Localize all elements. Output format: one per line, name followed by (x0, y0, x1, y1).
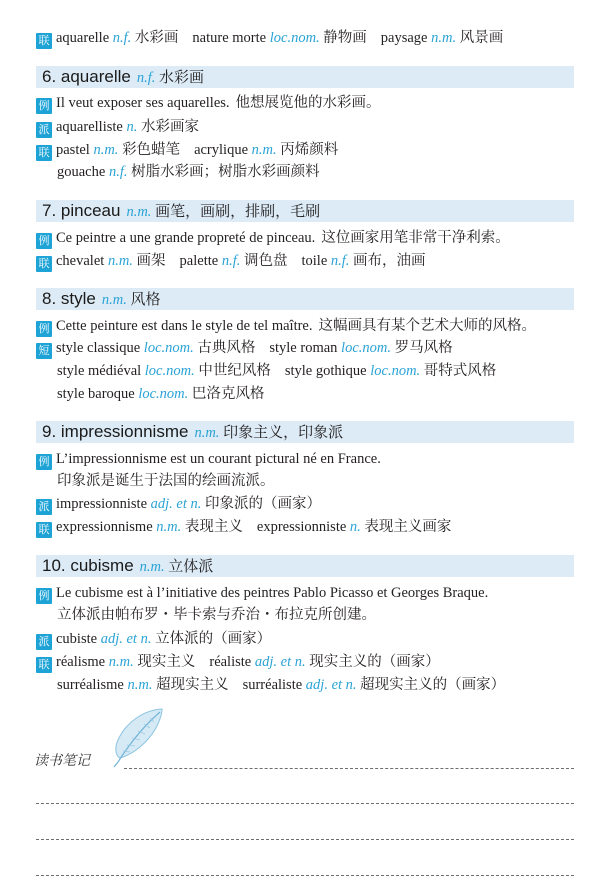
part-of-speech: n.m. (107, 253, 133, 269)
part-of-speech: loc.nom. (269, 30, 320, 46)
translation: 立体派的（画家） (155, 631, 272, 647)
example-line (36, 316, 536, 336)
note-line[interactable] (36, 803, 574, 804)
tag-related: 联 (36, 657, 52, 673)
translation: 画笔，画刷，排刷，毛刷 (155, 204, 321, 220)
phrase-line (57, 361, 496, 381)
entry-heading (36, 200, 574, 222)
translation: 风景画 (459, 30, 504, 46)
related-words-line (36, 140, 338, 160)
word: expressionniste (256, 519, 347, 535)
tag-example: 例 (36, 321, 52, 337)
related-words-line (36, 251, 426, 271)
translation: 画布，油画 (353, 253, 426, 269)
part-of-speech: loc.nom. (370, 363, 421, 379)
related-words-line (36, 28, 503, 48)
word: surréalisme (57, 677, 124, 693)
example-chinese: 立体派由帕布罗・毕卡索与乔治・布拉克所创建。 (57, 607, 376, 623)
part-of-speech: loc.nom. (138, 386, 189, 402)
example-line (36, 583, 488, 603)
tag-derived: 派 (36, 634, 52, 650)
example-chinese: 印象派是诞生于法国的绘画流派。 (57, 473, 275, 489)
part-of-speech: n.m. (108, 654, 134, 670)
translation: 现实主义 (137, 654, 196, 670)
part-of-speech: n.m. (156, 519, 182, 535)
translation: 超现实主义 (156, 677, 229, 693)
word: paysage (380, 30, 428, 46)
word: réaliste (209, 654, 252, 670)
word: réalisme (56, 654, 106, 670)
example-french: L’impressionnisme est un courant pictural né en France. (56, 451, 381, 467)
translation: 立体派 (168, 559, 214, 575)
phrase-line (57, 384, 264, 404)
word: style baroque (57, 386, 135, 402)
example-line (36, 449, 381, 469)
tag-example: 例 (36, 233, 52, 249)
tag-derived: 派 (36, 122, 52, 138)
part-of-speech: loc.nom. (341, 340, 391, 356)
example-line (36, 228, 510, 248)
word: style gothique (284, 363, 367, 379)
example-chinese: 这位画家用笔非常干净利索。 (321, 230, 510, 246)
example-translation-line (57, 605, 376, 625)
phrase-line (36, 338, 453, 358)
part-of-speech: n.m. (126, 204, 152, 220)
tag-example: 例 (36, 98, 52, 114)
part-of-speech: adj. et n. (254, 654, 306, 670)
part-of-speech: n.f. (330, 253, 350, 269)
example-line (36, 93, 381, 113)
headword: 10. cubisme (42, 556, 134, 575)
part-of-speech: n.m. (194, 425, 220, 441)
word: expressionnisme (56, 519, 153, 535)
note-line[interactable] (36, 839, 574, 840)
derived-line (36, 117, 199, 137)
word: impressionniste (56, 496, 148, 512)
word: aquarelle (56, 30, 110, 46)
part-of-speech: n.m. (139, 559, 165, 575)
part-of-speech: loc.nom. (143, 340, 194, 356)
word: palette (179, 253, 219, 269)
word: style roman (269, 340, 338, 356)
word: aquarelliste (56, 119, 123, 135)
word: pastel (56, 142, 90, 158)
entry-heading (36, 421, 574, 443)
related-words-line (57, 162, 320, 182)
example-french: Cette peinture est dans le style de tel maître. (56, 318, 313, 334)
part-of-speech: adj. et n. (100, 631, 152, 647)
translation: 印象派的（画家） (205, 496, 322, 512)
translation: 中世纪风格 (198, 363, 271, 379)
tag-related: 联 (36, 33, 52, 49)
headword: 8. style (42, 289, 96, 308)
translation: 水彩画家 (140, 119, 199, 135)
related-words-line (36, 517, 451, 537)
example-french: Il veut exposer ses aquarelles. (56, 95, 230, 111)
translation: 彩色蜡笔 (122, 142, 181, 158)
word: style médiéval (57, 363, 142, 379)
word: surréaliste (242, 677, 303, 693)
part-of-speech: n.m. (251, 142, 277, 158)
part-of-speech: n.m. (431, 30, 457, 46)
translation: 古典风格 (197, 340, 256, 356)
headword: 7. pinceau (42, 201, 121, 220)
part-of-speech: n.f. (221, 253, 241, 269)
word: toile (301, 253, 328, 269)
tag-related: 联 (36, 522, 52, 538)
tag-derived: 派 (36, 499, 52, 515)
derived-line (36, 629, 271, 649)
translation: 风格 (130, 292, 161, 308)
word: gouache (57, 164, 106, 180)
tag-example: 例 (36, 588, 52, 604)
translation: 水彩画 (159, 70, 205, 86)
part-of-speech: n.f. (112, 30, 132, 46)
translation: 表现主义画家 (364, 519, 452, 535)
translation: 印象主义，印象派 (223, 425, 344, 441)
part-of-speech: n. (126, 119, 138, 135)
translation: 哥特式风格 (423, 363, 497, 379)
example-chinese: 他想展览他的水彩画。 (235, 95, 381, 111)
notes-title: 读书笔记 (34, 753, 90, 769)
note-line[interactable] (36, 875, 574, 876)
part-of-speech: n.f. (136, 70, 156, 86)
related-words-line (36, 652, 440, 672)
derived-line (36, 494, 321, 514)
translation: 表现主义 (184, 519, 243, 535)
part-of-speech: n.m. (93, 142, 119, 158)
translation: 水彩画 (134, 30, 179, 46)
part-of-speech: n.m. (101, 292, 127, 308)
related-words-line (57, 675, 505, 695)
tag-phrase: 短 (36, 343, 52, 359)
translation: 现实主义的（画家） (309, 654, 440, 670)
part-of-speech: adj. et n. (150, 496, 202, 512)
translation: 树脂水彩画；树脂水彩画颜料 (131, 164, 320, 180)
example-translation-line (57, 471, 275, 491)
word: style classique (56, 340, 141, 356)
word: acrylique (194, 142, 249, 158)
word: chevalet (56, 253, 105, 269)
example-french: Le cubisme est à l’initiative des peintres Pablo Picasso et Georges Braque. (56, 585, 489, 601)
part-of-speech: n.m. (127, 677, 153, 693)
part-of-speech: loc.nom. (144, 363, 195, 379)
tag-example: 例 (36, 454, 52, 470)
note-line[interactable] (124, 768, 574, 769)
word: nature morte (192, 30, 267, 46)
tag-related: 联 (36, 256, 52, 272)
entry-heading (36, 66, 574, 88)
entry-heading (36, 288, 574, 310)
part-of-speech: adj. et n. (305, 677, 357, 693)
word: cubiste (56, 631, 98, 647)
example-french: Ce peintre a une grande propreté de pinceau. (56, 230, 316, 246)
translation: 调色盘 (243, 253, 288, 269)
translation: 超现实主义的（画家） (360, 677, 506, 693)
example-chinese: 这幅画具有某个艺术大师的风格。 (318, 318, 536, 334)
feather-icon (104, 706, 166, 768)
translation: 巴洛克风格 (191, 386, 265, 402)
entry-heading (36, 555, 574, 577)
part-of-speech: n.f. (108, 164, 128, 180)
translation: 丙烯颜料 (280, 142, 339, 158)
translation: 罗马风格 (394, 340, 453, 356)
headword: 6. aquarelle (42, 67, 131, 86)
translation: 静物画 (323, 30, 367, 46)
headword: 9. impressionnisme (42, 422, 189, 441)
translation: 画架 (136, 253, 166, 269)
tag-related: 联 (36, 145, 52, 161)
part-of-speech: n. (349, 519, 361, 535)
